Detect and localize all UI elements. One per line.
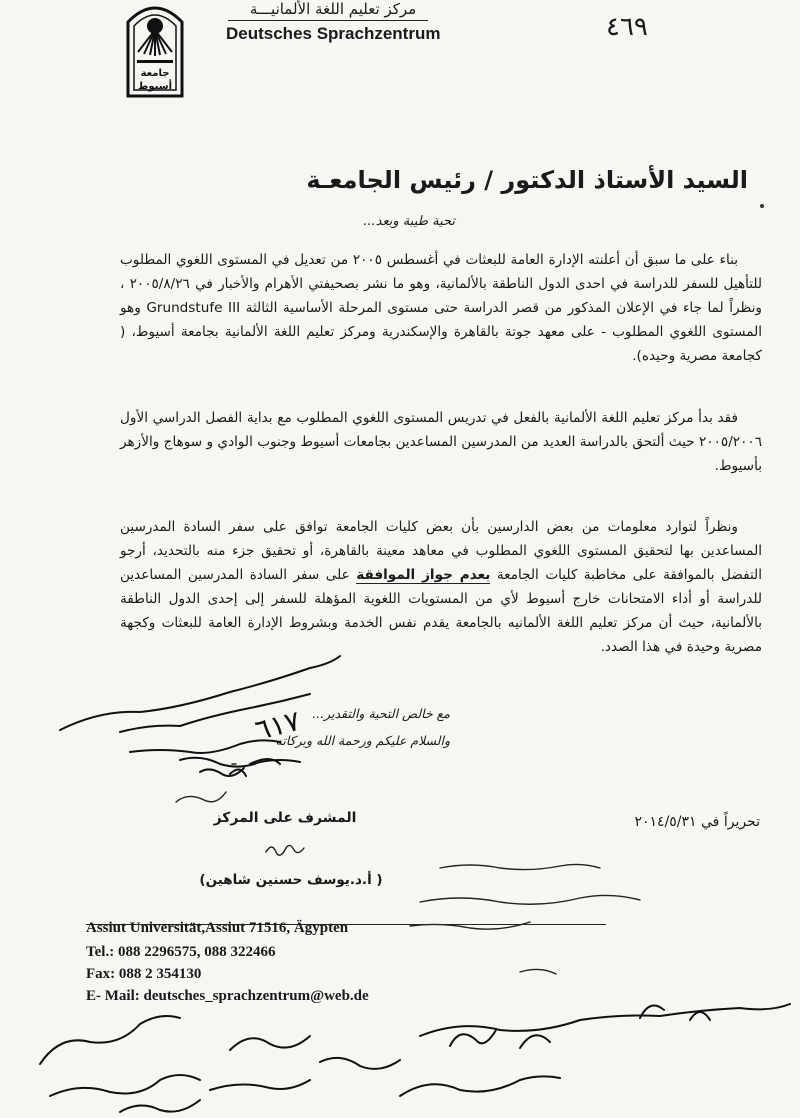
bottom-right-note <box>420 1004 790 1048</box>
center-name-german: Deutsches Sprachzentrum <box>226 24 441 43</box>
paragraph-3-emphasis: بعدم جواز الموافقة <box>356 567 491 583</box>
svg-text:جامعة: جامعة <box>140 68 170 79</box>
addressee: السيد الأستاذ الدكتور / رئيس الجامعـة <box>306 166 748 194</box>
reference-number: ٤٦٩ <box>606 12 648 42</box>
footer-address: Assiut Universität,Assiut 71516, Ägypten <box>86 920 349 936</box>
signer-name: ( أ.د.يوسف حسنين شاهين) <box>199 872 383 888</box>
footer-email: E- Mail: deutsches_sprachzentrum@web.de <box>86 988 369 1004</box>
document-date: تحريراً في ٢٠١٤/٥/٣١ <box>634 814 760 830</box>
footer-fax: Fax: 088 2 354130 <box>86 966 202 982</box>
paragraph-1-text: بناء على ما سبق أن أعلنته الإدارة العامة للبعثات في أغسطس ٢٠٠٥ من تعديل في المستوى اللغوي المطلوب للتأهيل للسفر للدراسة في احدى الدول الناطقة بالألمانية، وهو ما نشر بصحيفتي الأهرام والأخبار في ٢٠٠٥/٨/٢٦ ، ونظراً لما جاء في الإعلان المذكور من قصر الدراسة حتى مستوى المرحلة الأساسية الثالثة Grundstufe III وهو المستوى اللغوي المطلوب - على معهد جوتة بالقاهرة والإسكندرية ومركز تعليم اللغة الألمانية بجامعة أسيوط، ( كجامعة مصرية وحيده). <box>120 252 762 364</box>
svg-text:٦١٧: ٦١٧ <box>251 703 304 747</box>
paragraph-2-text: فقد بدأ مركز تعليم اللغة الألمانية بالفعل في تدريس المستوى اللغوي المطلوب مع بداية الفصل الدراسي الأول ٢٠٠٥/٢٠٠٦ حيث ألتحق بالدراسة العديد من المدرسين المساعدين بجامعات أسيوط وجنوب الوادي و سوهاج والأزهر بأسيوط. <box>120 410 762 474</box>
bottom-left-scribbles <box>40 1016 560 1112</box>
middle-handwritten-lines <box>410 864 640 974</box>
greeting: تحية طيبة وبعد... <box>363 214 455 229</box>
footer-telephone: Tel.: 088 2296575, 088 322466 <box>86 944 276 960</box>
paragraph-3-text-before: ونظراً لتوارد معلومات من بعض الدارسين بأن بعض كليات الجامعة توافق على سفر السادة المدرسين المساعدين بها لتحقيق المستوى اللغوي المطلوب في معاهد معينة بالقاهرة، أو تحقيق جزء منه بالتحديد، أرجو التفضل بالموافقة على مخاطبة كليات الجامعة <box>120 519 762 583</box>
center-name-arabic: مركز تعليم اللغة الألمانيـــة <box>249 0 417 18</box>
signature-title: المشرف على المركز <box>213 810 357 826</box>
paragraph-3-text-after: على سفر السادة المدرسين المساعدين للدراسة أو أداء الامتحانات خارج أسيوط لأي من المستويات اللغوية المؤهلة للسفر إلى إحدى الدول الناطقة بالألمانية، حيث أن مركز تعليم اللغة الألمانيه بالجامعة يقدم نفس الخدمة وبشروط الإدارة العامة للبعثات وكجهة مصرية وحيدة في هذا الصدد. <box>120 567 762 655</box>
svg-text:أسيوط: أسيوط <box>138 81 172 92</box>
supervisor-signature <box>266 845 304 855</box>
closing-line-1: مع خالص التحية والتقدير... <box>312 706 450 721</box>
closing-line-2: والسلام عليكم ورحمة الله وبركاته <box>275 733 450 748</box>
